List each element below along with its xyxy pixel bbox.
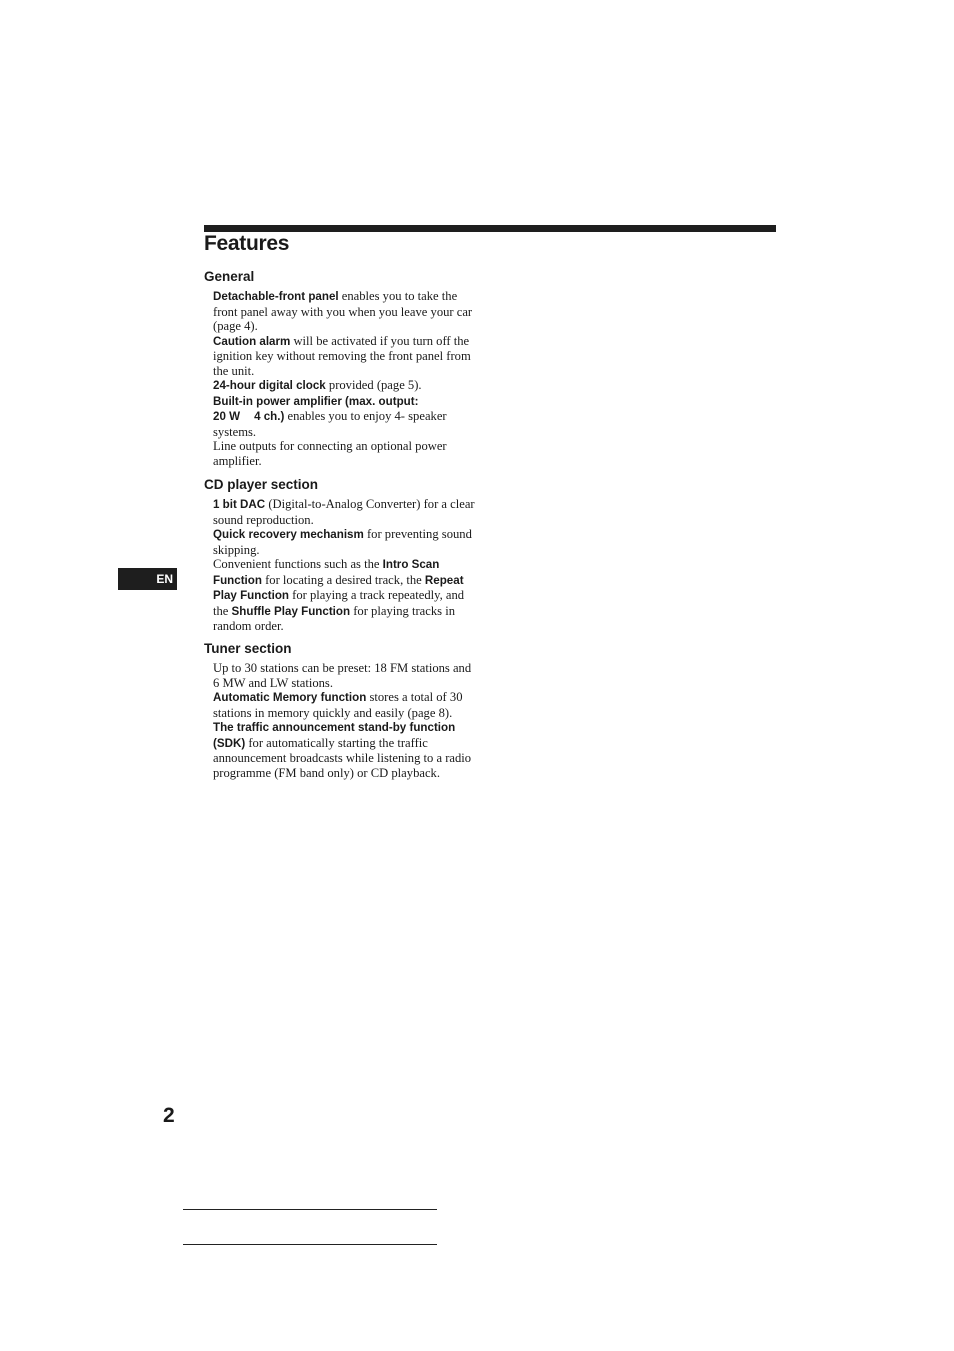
feature-item	[213, 527, 475, 557]
feature-text: (Digital-to-Analog Converter) for a clear sound reproduction.	[213, 497, 475, 527]
feature-item	[213, 289, 475, 334]
feature-name: Intro Scan Function	[213, 558, 440, 587]
feature-name: 1 bit DAC	[213, 498, 266, 511]
feature-name: 24-hour digital clock	[213, 379, 326, 393]
feature-text: for playing tracks in random order.	[213, 603, 455, 634]
section-body-general	[213, 289, 475, 469]
feature-text: for preventing sound skipping.	[213, 527, 472, 557]
feature-name: Detachable-front panel	[213, 290, 339, 303]
section-heading-general: General	[204, 269, 255, 284]
section-body-tuner	[213, 661, 475, 780]
footer-rule	[183, 1244, 437, 1245]
feature-text: for automatically starting the traffic announcement broadcasts while listening to a radio programme (FM band only) or CD playback.	[213, 735, 472, 780]
language-tab: EN	[118, 568, 177, 590]
feature-text: stores a total of 30 stations in memory quickly and easily (page 8).	[213, 690, 463, 720]
section-body-cd-player	[213, 497, 475, 634]
feature-item	[213, 497, 475, 527]
feature-name: The traffic announcement stand-by function (SDK)	[213, 721, 456, 750]
feature-text: Convenient functions such as the	[213, 557, 383, 572]
feature-text: for playing a track repeatedly, and the	[213, 588, 465, 618]
feature-name: Repeat Play Function	[213, 573, 464, 603]
feature-item	[213, 334, 475, 379]
feature-item	[213, 690, 475, 720]
feature-text: Line outputs for connecting an optional power amplifier.	[213, 439, 447, 469]
feature-text: for locating a desired track, the	[261, 572, 425, 587]
feature-name: Caution alarm	[213, 334, 291, 348]
feature-name: 4 ch.)	[254, 410, 285, 424]
feature-name: Quick recovery mechanism	[213, 528, 364, 542]
feature-name: 20 W	[213, 410, 241, 424]
feature-text: Up to 30 stations can be preset: 18 FM stations and 6 MW and LW stations.	[213, 661, 472, 690]
page-number: 2	[163, 1104, 175, 1127]
feature-text: provided (page 5).	[325, 378, 422, 393]
feature-text: enables you to take the front panel away with you when you leave your car (page 4).	[213, 289, 473, 334]
feature-item	[213, 378, 475, 394]
feature-name: Built-in power amplifier (max. output:	[213, 394, 419, 408]
feature-name: Shuffle Play Function	[231, 604, 351, 618]
section-heading-cd-player: CD player section	[204, 477, 319, 492]
feature-text: enables you to enjoy 4- speaker systems.	[213, 409, 447, 439]
title-rule	[204, 225, 776, 232]
feature-item	[213, 557, 475, 634]
feature-name: Automatic Memory function	[213, 691, 367, 705]
page-title: Features	[204, 232, 290, 255]
section-heading-tuner: Tuner section	[204, 641, 292, 656]
footer-rule	[183, 1209, 437, 1210]
feature-item	[213, 439, 475, 468]
feature-text: will be activated if you turn off the ignition key without removing the front panel from the unit.	[213, 333, 471, 378]
feature-item	[213, 394, 475, 440]
feature-item	[213, 661, 475, 690]
feature-item	[213, 720, 475, 780]
